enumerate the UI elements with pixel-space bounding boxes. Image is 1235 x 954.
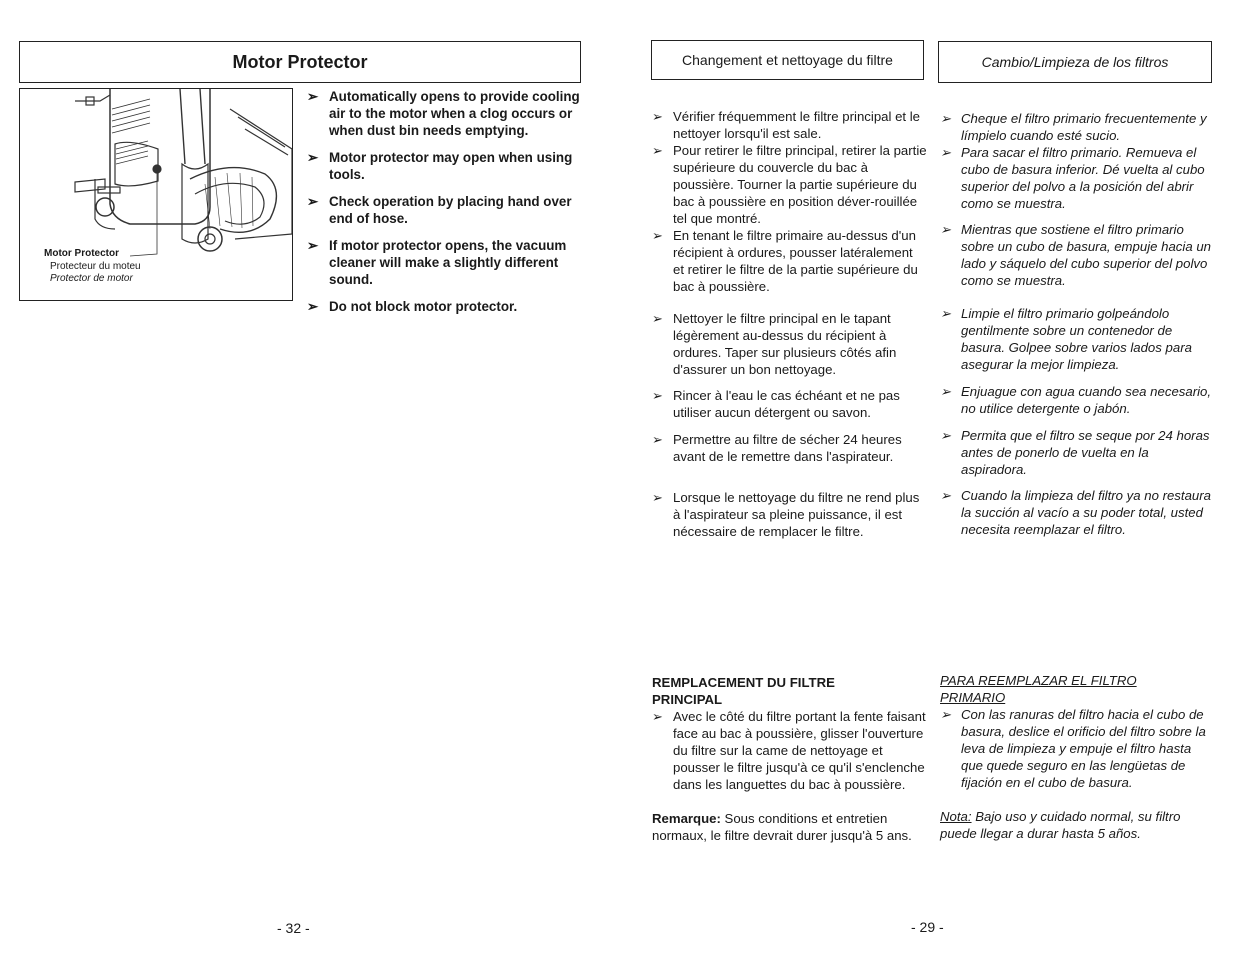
bullet-arrow-icon: ➢ [307, 299, 319, 314]
es-bullet-6: ➢ Permita que el filtro se seque por 24 horas antes de ponerlo de vuelta en la aspiradora. [940, 428, 1210, 477]
page-title-motor-protector: Motor Protector [19, 41, 581, 83]
es-bullet-4: ➢ Limpie el filtro primario golpeándolo gentilmente sobre un contenedor de basura. Golpee sobre varios lados para asegurar la mejor limpieza. [940, 306, 1192, 372]
fr-note-label: Remarque: [652, 811, 721, 826]
es-bullet-5: ➢ Enjuague con agua cuando sea necesario, no utilice detergente o jabón. [940, 384, 1212, 416]
caption-en: Motor Protector [44, 248, 119, 259]
es-bullets-group1 [940, 110, 1215, 212]
list-item: ➢ Vérifier fréquemment le filtre principal et le nettoyer lorsqu'il est sale. [652, 109, 921, 141]
figure-caption [44, 248, 141, 286]
fr-bullet-5: ➢ Rincer à l'eau le cas échéant et ne pas utiliser aucun détergent ou savon. [652, 388, 900, 420]
bullet-arrow-icon: ➢ [940, 111, 952, 126]
fr-note-text: Sous conditions et entretien normaux, le filtre devrait durer jusqu'à 5 ans. [652, 811, 912, 843]
list-item: ➢ Pour retirer le filtre principal, retirer la partie supérieure du couvercle du bac à poussière. Tourner la partie supérieure du bac à poussière en position déver-rouillée tel que montré. [652, 143, 927, 226]
bullet-item: ➢ Motor protector may open when using tools. [307, 150, 573, 182]
bullet-arrow-icon: ➢ [652, 311, 664, 326]
fr-bullet-6: ➢ Permettre au filtre de sécher 24 heures avant de le remettre dans l'aspirateur. [652, 432, 902, 464]
es-note [940, 808, 1215, 842]
es-replace-heading: PARA REEMPLAZAR EL FILTRO PRIMARIO [940, 673, 1137, 705]
french-section-title: Changement et nettoyage du filtre [651, 40, 924, 80]
bullet-arrow-icon: ➢ [652, 709, 664, 724]
bullet-arrow-icon: ➢ [652, 228, 664, 243]
bullet-arrow-icon: ➢ [307, 150, 319, 165]
fr-replace-section: REMPLACEMENT DU FILTRE PRINCIPAL ➢ Avec le côté du filtre portant la fente faisant face au bac à poussière, glisser l'ouverture du filtre sur la came de nettoyage et pousser le filtre jusqu'à ce qu'il s'enclenche dans les languettes du bac à poussière. Remarque: Sous conditions et entretien normaux, le filtre devrait durer jusqu'à 5 ans. [652, 675, 926, 843]
bullet-arrow-icon: ➢ [940, 707, 952, 722]
es-note-text: Bajo uso y cuidado normal, su filtro puede llegar a durar hasta 5 años. [940, 809, 1181, 841]
fr-bullet-7: ➢ Lorsque le nettoyage du filtre ne rend plus à l'aspirateur sa pleine puissance, il est nécessaire de remplacer le filtre. [652, 490, 920, 539]
bullet-arrow-icon: ➢ [652, 143, 664, 158]
bullet-arrow-icon: ➢ [940, 488, 952, 503]
fr-note [652, 810, 927, 844]
bullet-arrow-icon: ➢ [940, 384, 952, 399]
bullet-arrow-icon: ➢ [940, 306, 952, 321]
bullet-item: ➢ Automatically opens to provide cooling air to the motor when a clog occurs or when dust bin needs emptying. [307, 89, 580, 138]
page-number-left: - 32 - [277, 920, 310, 936]
es-bullet-7: ➢ Cuando la limpieza del filtro ya no restaura la succión al vacío a su poder total, usted necesita reemplazar el filtro. [940, 488, 1211, 537]
bullet-arrow-icon: ➢ [940, 222, 952, 237]
page-number-right: - 29 - [911, 919, 944, 935]
list-item: ➢ Cheque el filtro primario frecuentemente y límpielo cuando esté sucio. [940, 111, 1207, 143]
motor-protector-bullets [307, 88, 582, 325]
bullet-arrow-icon: ➢ [652, 109, 664, 124]
caption-fr: Protecteur du moteu [50, 260, 141, 272]
bullet-item: ➢ If motor protector opens, the vacuum cleaner will make a slightly different sound. [307, 238, 567, 287]
bullet-arrow-icon: ➢ [652, 388, 664, 403]
bullet-arrow-icon: ➢ [940, 428, 952, 443]
bullet-arrow-icon: ➢ [307, 194, 319, 209]
fr-replace-heading: REMPLACEMENT DU FILTRE PRINCIPAL [652, 675, 835, 707]
bullet-item: ➢ Do not block motor protector. [307, 299, 518, 314]
bullet-arrow-icon: ➢ [307, 89, 319, 104]
fr-bullets-group1 [652, 108, 927, 295]
bullet-arrow-icon: ➢ [652, 490, 664, 505]
bullet-arrow-icon: ➢ [652, 432, 664, 447]
es-bullet-3: ➢ Mientras que sostiene el filtro primario sobre un cubo de basura, empuje hacia un lado y sáquelo del cubo superior del polvo como se muestra. [940, 222, 1212, 288]
vacuum-illustration [19, 88, 293, 301]
bullet-item: ➢ Check operation by placing hand over end of hose. [307, 194, 572, 226]
spanish-section-title: Cambio/Limpieza de los filtros [938, 41, 1212, 83]
caption-es: Protector de motor [50, 273, 133, 284]
list-item: ➢ En tenant le filtre primaire au-dessus d'un récipient à ordures, pousser latéralement et retirer le filtre de la partie supérieure du bac à poussière. [652, 228, 918, 294]
bullet-arrow-icon: ➢ [940, 145, 952, 160]
fr-bullet-4: ➢ Nettoyer le filtre principal en le tapant légèrement au-dessus du récipient à ordures. Taper sur plusieurs côtés afin d'assurer un bon nettoyage. [652, 311, 897, 377]
bullet-arrow-icon: ➢ [307, 238, 319, 253]
es-replace-section: PARA REEMPLAZAR EL FILTRO PRIMARIO ➢ Con las ranuras del filtro hacia el cubo de basura, deslice el orificio del filtro sobre la leva de limpieza y empuje el filtro hasta que quede seguro en las lengüetas de fijación en el cubo de basura. Nota: Bajo uso y cuidado normal, su filtro puede llegar a durar hasta 5 años. [940, 672, 1215, 842]
list-item: ➢ Para sacar el filtro primario. Remueva el cubo de basura inferior. Dé vuelta al cubo superior del polvo a la posición del abrir como se muestra. [940, 145, 1205, 211]
es-note-label: Nota: [940, 809, 972, 824]
